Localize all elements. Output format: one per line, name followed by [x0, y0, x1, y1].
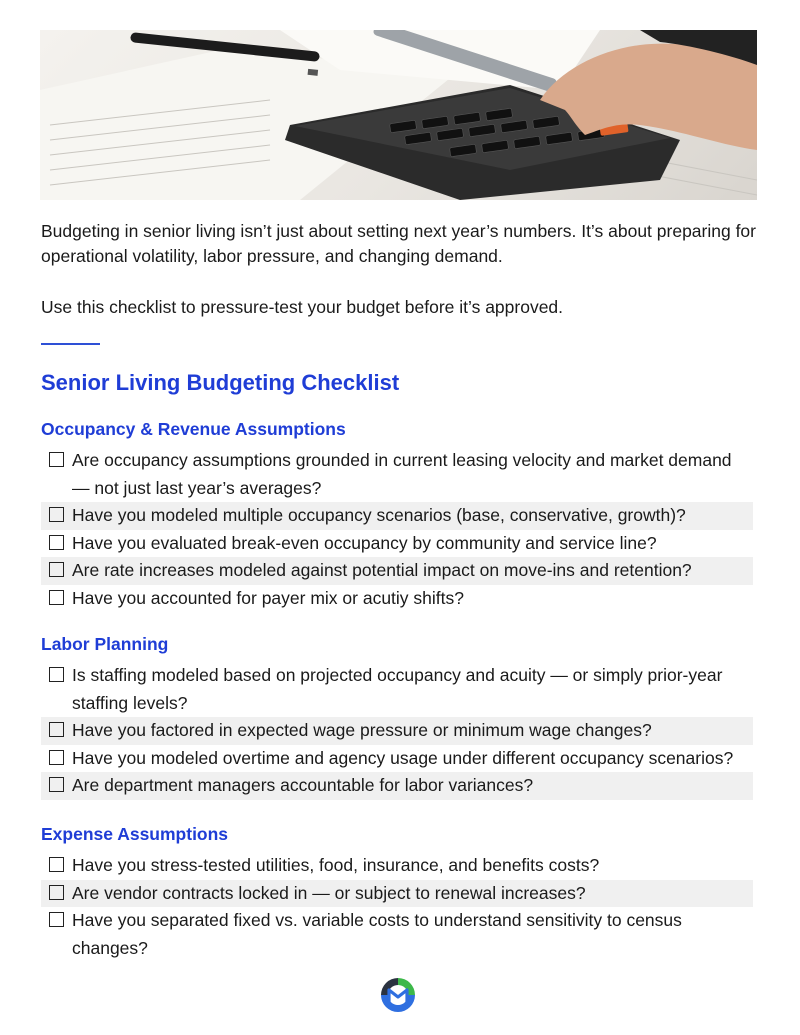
checkbox[interactable]: [49, 562, 64, 577]
checklist-item: [41, 772, 753, 800]
checklist-item: [41, 745, 753, 773]
checklist-item-text: Are vendor contracts locked in — or subject to renewal increases?: [72, 882, 586, 903]
checklist-item-text: Have you modeled overtime and agency usage under different occupancy scenarios?: [72, 747, 734, 768]
section-heading-expense: Expense Assumptions: [41, 824, 229, 844]
checklist-item-text: Is staffing modeled based on projected occupancy and acuity — or simply prior-year staffing levels?: [72, 665, 723, 713]
page-title: Senior Living Budgeting Checklist: [41, 370, 400, 395]
checkbox[interactable]: [49, 590, 64, 605]
checklist-labor: [41, 662, 753, 800]
brand-logo-icon: [379, 976, 417, 1014]
checklist-item-text: Are rate increases modeled against potential impact on move-ins and retention?: [72, 560, 692, 580]
checklist-item: [41, 907, 753, 962]
calculator-photo: [40, 30, 757, 200]
checkbox[interactable]: [49, 912, 64, 927]
accent-divider: [41, 343, 100, 345]
checklist-item-text: Are occupancy assumptions grounded in current leasing velocity and market demand — not just last year’s averages?: [72, 450, 732, 498]
checklist-item-text: Have you evaluated break-even occupancy by community and service line?: [72, 532, 657, 553]
section-heading-occupancy: Occupancy & Revenue Assumptions: [41, 419, 346, 439]
checklist-item: [41, 447, 753, 502]
checklist-occupancy: [41, 447, 753, 612]
checkbox[interactable]: [49, 857, 64, 872]
checklist-expense: [41, 852, 753, 962]
checklist-item: [41, 662, 753, 717]
checklist-item: [41, 880, 753, 908]
checkbox[interactable]: [49, 452, 64, 467]
intro-paragraph-cta: Use this checklist to pressure-test your budget before it’s approved.: [41, 297, 564, 317]
checklist-item: [41, 717, 753, 745]
section-heading-labor: Labor Planning: [41, 634, 169, 654]
checklist-item-text: Have you modeled multiple occupancy scenarios (base, conservative, growth)?: [72, 505, 686, 525]
checklist-item-text: Are department managers accountable for labor variances?: [72, 775, 534, 795]
checkbox[interactable]: [49, 667, 64, 682]
checkbox[interactable]: [49, 507, 64, 522]
checklist-item-text: Have you stress-tested utilities, food, insurance, and benefits costs?: [72, 855, 600, 875]
checklist-item-text: Have you factored in expected wage pressure or minimum wage changes?: [72, 720, 652, 740]
checkbox[interactable]: [49, 885, 64, 900]
checklist-item: [41, 502, 753, 530]
checklist-item: [41, 557, 753, 585]
checklist-item-text: Have you separated fixed vs. variable costs to understand sensitivity to census changes?: [72, 910, 682, 958]
checklist-item: [41, 585, 753, 613]
checklist-item: [41, 530, 753, 558]
checklist-item-text: Have you accounted for payer mix or acutiy shifts?: [72, 587, 464, 608]
checkbox[interactable]: [49, 722, 64, 737]
checkbox[interactable]: [49, 750, 64, 765]
checklist-item: [41, 852, 753, 880]
checkbox[interactable]: [49, 777, 64, 792]
intro-paragraph: Budgeting in senior living isn’t just about setting next year’s numbers. It’s about preparing for operational volatility, labor pressure, and changing demand.: [41, 221, 756, 266]
checkbox[interactable]: [49, 535, 64, 550]
hero-image: [40, 30, 757, 200]
